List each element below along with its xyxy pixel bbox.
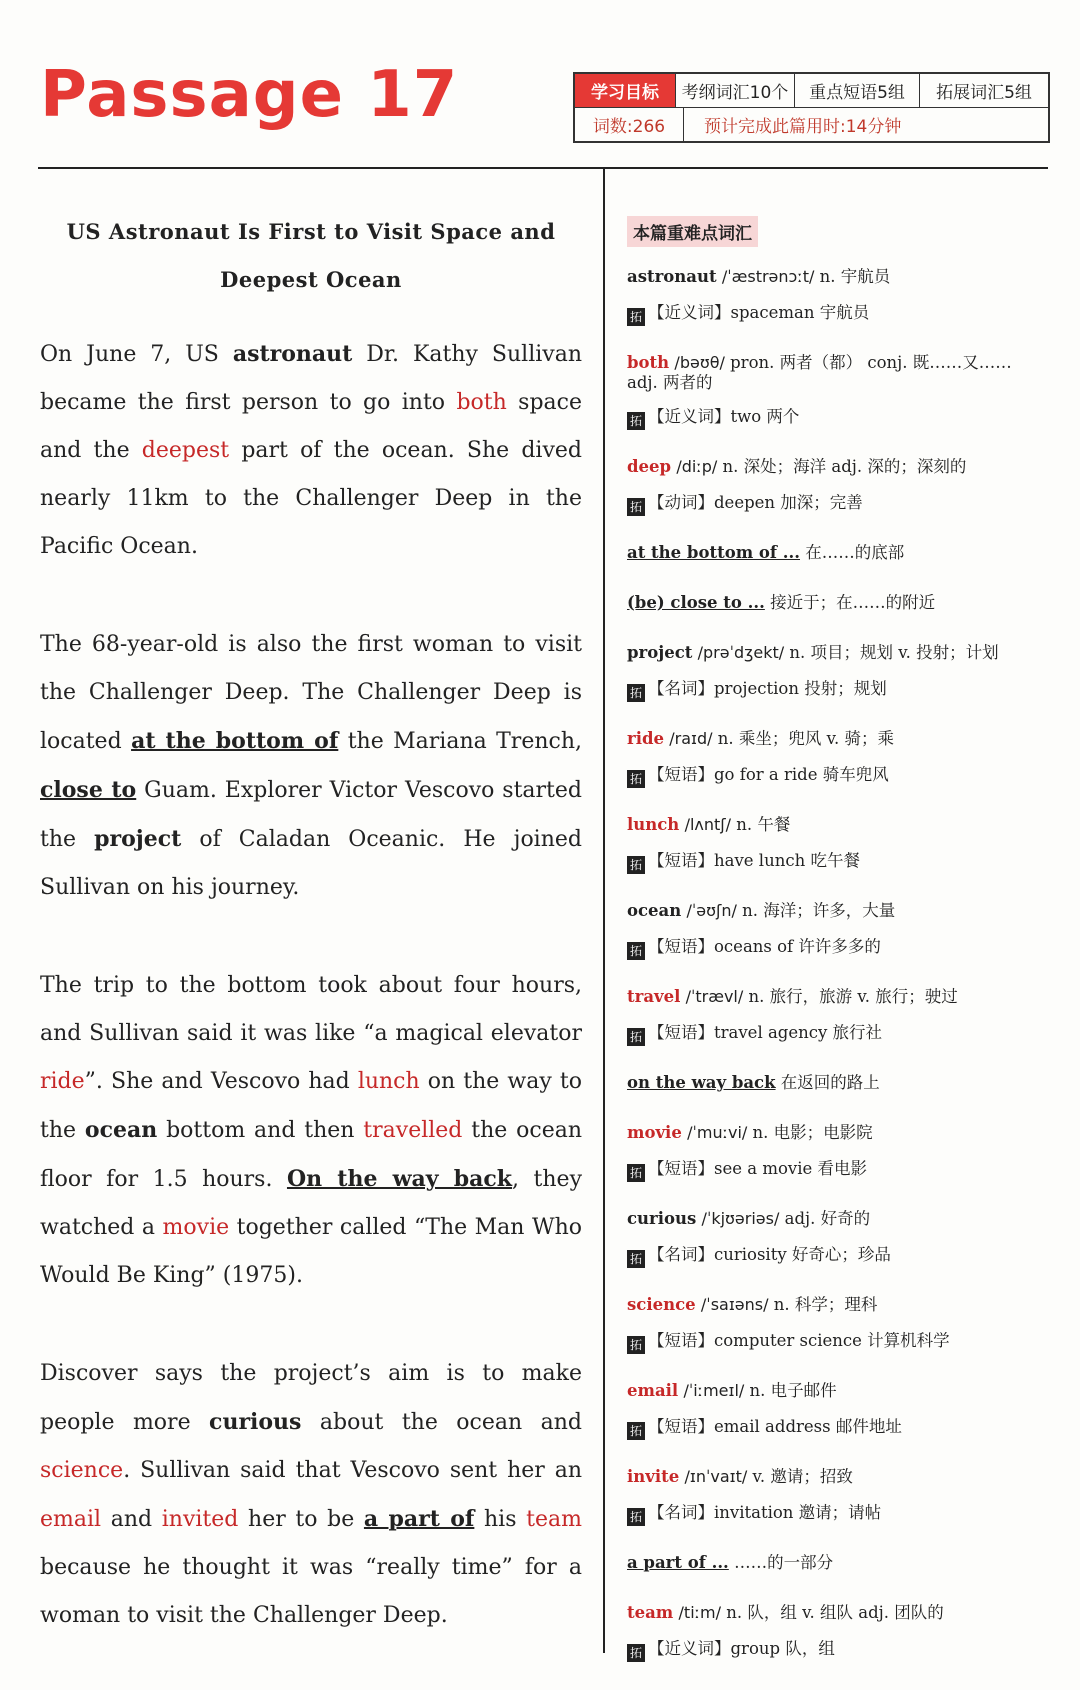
extension-text: 【名词】invitation 邀请；请帖	[648, 1503, 882, 1522]
vocab-headword-line	[627, 1115, 1057, 1151]
vocab-entry	[627, 449, 1057, 521]
keyword: science	[40, 1458, 124, 1483]
extension-tag-icon: 拓	[627, 1422, 645, 1440]
text-run: ”. She and Vescovo had	[84, 1069, 358, 1094]
extension-tag-icon: 拓	[627, 1164, 645, 1182]
definition: n. 乘坐；兜风 v. 骑；乘	[717, 729, 894, 748]
vocab-entry	[627, 635, 1057, 707]
vocab-headword-line	[627, 1459, 1057, 1495]
phonetic: /ɪnˈvaɪt/	[684, 1467, 748, 1486]
vocab-extension	[627, 1495, 1057, 1531]
extension-text: 【动词】deepen 加深；完善	[648, 493, 863, 512]
learning-goals-table	[573, 72, 1050, 143]
article-paragraph	[40, 621, 582, 912]
vocab-extension	[627, 671, 1057, 707]
article-headline: US Astronaut Is First to Visit Space and Deepest Ocean	[66, 219, 556, 292]
phonetic: /diːp/	[676, 457, 718, 476]
vocab-headword-line	[627, 535, 1057, 571]
vocab-entry	[627, 585, 1057, 621]
vocab-headword-line	[627, 1201, 1057, 1237]
keyword: a part of	[363, 1506, 475, 1532]
definition: 在返回的路上	[780, 1073, 880, 1092]
keyword: invited	[161, 1507, 239, 1532]
vocab-entry	[627, 345, 1057, 435]
text-run: Guam. Explorer Victor Vescovo started the	[40, 778, 582, 852]
vocab-headword-line	[627, 449, 1057, 485]
keyword: ocean	[84, 1117, 158, 1143]
vocab-entry	[627, 1115, 1057, 1187]
vocab-headword-line	[627, 1065, 1057, 1101]
vocab-word: movie	[627, 1123, 682, 1142]
definition: n. 队，组 v. 组队 adj. 团队的	[726, 1603, 944, 1622]
phonetic: /lʌntʃ/	[684, 815, 732, 834]
keyword: team	[526, 1507, 583, 1532]
text-run: the Mariana Trench,	[338, 729, 582, 754]
text-run: bottom and then	[157, 1118, 364, 1143]
text-run: and	[101, 1507, 162, 1532]
vocab-word: invite	[627, 1467, 680, 1486]
vocab-headword-line	[627, 635, 1057, 671]
extension-text: 【短语】see a movie 看电影	[648, 1159, 868, 1178]
vocab-extension	[627, 1323, 1057, 1359]
vocab-word: science	[627, 1295, 696, 1314]
phonetic: /bəʊθ/	[674, 353, 725, 372]
definition: n. 海洋；许多，大量	[742, 901, 896, 920]
extension-text: 【近义词】spaceman 宇航员	[648, 303, 870, 322]
definition: 在……的底部	[805, 543, 905, 562]
extension-tag-icon: 拓	[627, 1644, 645, 1662]
extension-tag-icon: 拓	[627, 1250, 645, 1268]
extension-tag-icon: 拓	[627, 308, 645, 326]
text-run: his	[474, 1507, 527, 1532]
vocab-word: lunch	[627, 815, 680, 834]
definition: ……的一部分	[734, 1553, 834, 1572]
extension-tag-icon: 拓	[627, 856, 645, 874]
vocab-entry	[627, 979, 1057, 1051]
vocab-entry	[627, 893, 1057, 965]
phonetic: /ˈæstrənɔːt/	[721, 267, 815, 286]
text-run: on the way to the	[40, 1069, 582, 1143]
goal-vocab: 考纲词汇10个	[676, 74, 795, 107]
vocab-headword-line	[627, 721, 1057, 757]
vocab-word: curious	[627, 1209, 697, 1228]
extension-text: 【短语】go for a ride 骑车兜风	[648, 765, 889, 784]
vocab-word: team	[627, 1603, 674, 1622]
phonetic: /raɪd/	[669, 729, 713, 748]
passage-title: Passage 17	[40, 58, 459, 132]
text-run: because he thought it was “really time” for a woman to visit the Challenger Deep.	[40, 1555, 582, 1628]
keyword: project	[94, 826, 182, 852]
text-run: the ocean floor for 1.5 hours.	[40, 1118, 583, 1192]
definition: n. 电影；电影院	[752, 1123, 873, 1142]
vocab-extension	[627, 1409, 1057, 1445]
vocab-entry	[627, 1595, 1057, 1667]
keyword: astronaut	[232, 341, 353, 367]
goal-phrases: 重点短语5组	[795, 74, 920, 107]
phonetic: /ˈmuːvi/	[687, 1123, 748, 1142]
extension-tag-icon: 拓	[627, 412, 645, 430]
definition: n. 午餐	[736, 815, 791, 834]
vocab-entry	[627, 1545, 1057, 1581]
phonetic: /ˈtrævl/	[685, 987, 744, 1006]
definition: pron. 两者（都） conj. 既……又……	[730, 353, 1012, 372]
vocab-extension	[627, 757, 1057, 793]
vocab-word: both	[627, 353, 670, 372]
vocab-extension	[627, 399, 1057, 435]
extension-tag-icon: 拓	[627, 942, 645, 960]
text-run: Dr. Kathy Sullivan became the first person to go into	[40, 342, 582, 415]
keyword: travelled	[363, 1118, 463, 1143]
extension-text: 【名词】projection 投射；规划	[648, 679, 887, 698]
vocab-extension	[627, 1015, 1057, 1051]
text-run: together called “The Man Who Would Be King” (1975).	[40, 1215, 582, 1288]
text-run: part of the ocean. She dived nearly 11km to the Challenger Deep in the Pacific Ocean.	[40, 438, 582, 559]
vocab-extension	[627, 1237, 1057, 1273]
vocab-entry	[627, 535, 1057, 571]
vocab-headword-line	[627, 979, 1057, 1015]
goal-label: 学习目标	[575, 74, 676, 107]
phonetic: /tiːm/	[678, 1603, 722, 1622]
vocab-panel	[627, 216, 1057, 1681]
text-run: The trip to the bottom took about four hours, and Sullivan said it was like “a magical elevator	[40, 973, 582, 1046]
extension-text: 【近义词】two 两个	[648, 407, 800, 426]
vocab-extension	[627, 929, 1057, 965]
vocab-headword-line	[627, 585, 1057, 621]
extension-text: 【近义词】group 队，组	[648, 1639, 835, 1658]
extension-text: 【名词】curiosity 好奇心；珍品	[648, 1245, 891, 1264]
text-run: . Sullivan said that Vescovo sent her an	[123, 1458, 582, 1483]
text-run: space and the	[40, 390, 582, 463]
definition: adj. 好奇的	[784, 1209, 871, 1228]
extension-text: 【短语】email address 邮件地址	[648, 1417, 902, 1436]
vocab-headword-line	[627, 1595, 1057, 1631]
text-run: On June 7, US	[40, 342, 233, 367]
definition: 接近于；在……的附近	[770, 593, 936, 612]
extension-tag-icon: 拓	[627, 498, 645, 516]
extension-text: 【短语】computer science 计算机科学	[648, 1331, 950, 1350]
extension-tag-icon: 拓	[627, 770, 645, 788]
word-count: 词数:266	[575, 108, 684, 141]
keyword: both	[456, 390, 507, 415]
vocab-entry	[627, 1287, 1057, 1359]
vocab-entry	[627, 1373, 1057, 1445]
vocab-word: email	[627, 1381, 679, 1400]
text-run: Discover says the project’s aim is to make people more	[40, 1361, 582, 1435]
text-run: her to be	[238, 1507, 364, 1532]
article-paragraph	[40, 1350, 582, 1640]
vocab-word: at the bottom of ...	[627, 543, 800, 562]
text-run: , they watched a	[40, 1167, 582, 1240]
text-run: The 68-year-old is also the first woman to visit the Challenger Deep. The Challenger Deep is located	[40, 632, 582, 754]
vocab-word: astronaut	[627, 267, 717, 286]
keyword: lunch	[357, 1069, 420, 1094]
vocab-entry	[627, 1201, 1057, 1273]
estimated-time: 预计完成此篇用时:14分钟	[704, 117, 902, 137]
extension-tag-icon: 拓	[627, 1336, 645, 1354]
vocab-word: (be) close to ...	[627, 593, 765, 612]
keyword: On the way back	[286, 1166, 513, 1192]
article-paragraph	[40, 330, 582, 571]
vocab-word: a part of ...	[627, 1553, 729, 1572]
vocab-headword-line	[627, 1545, 1057, 1581]
text-run: about the ocean and	[301, 1410, 582, 1435]
goal-extended: 拓展词汇5组	[936, 83, 1032, 103]
definition: n. 项目；规划 v. 投射；计划	[789, 643, 999, 662]
definition: n. 宇航员	[819, 267, 891, 286]
extension-text: 【短语】have lunch 吃午餐	[648, 851, 860, 870]
text-run: of Caladan Oceanic. He joined Sullivan on his journey.	[40, 827, 582, 900]
keyword: at the bottom of	[131, 728, 339, 754]
keyword: close to	[40, 777, 137, 803]
vocab-headword-line	[627, 259, 1057, 295]
vocab-headword-line	[627, 1373, 1057, 1409]
vocab-headword-line	[627, 893, 1057, 929]
definition: n. 旅行，旅游 v. 旅行；驶过	[748, 987, 958, 1006]
extension-text: 【短语】oceans of 许许多多的	[648, 937, 881, 956]
keyword: curious	[209, 1409, 302, 1435]
vocab-entry	[627, 1065, 1057, 1101]
keyword: email	[40, 1507, 102, 1532]
vocab-headword-line	[627, 807, 1057, 843]
phonetic: /ˈkjʊəriəs/	[701, 1209, 780, 1228]
vocab-heading: 本篇重难点词汇	[627, 216, 758, 247]
vocab-extension	[627, 1151, 1057, 1187]
definition: v. 邀请；招致	[752, 1467, 853, 1486]
vocab-extension	[627, 1631, 1057, 1667]
phonetic: /ˈəʊʃn/	[686, 901, 737, 920]
definition: n. 电子邮件	[749, 1381, 837, 1400]
extension-tag-icon: 拓	[627, 1028, 645, 1046]
header-divider	[38, 167, 1048, 169]
phonetic: /ˈsaɪəns/	[700, 1295, 769, 1314]
extension-tag-icon: 拓	[627, 1508, 645, 1526]
vocab-word: deep	[627, 457, 672, 476]
article	[40, 208, 582, 1690]
vocab-headword-line	[627, 1287, 1057, 1323]
vocab-extension	[627, 485, 1057, 521]
keyword: movie	[162, 1215, 230, 1240]
vocab-extension	[627, 843, 1057, 879]
vocab-entry	[627, 1459, 1057, 1531]
vocab-entry	[627, 259, 1057, 331]
extension-text: 【短语】travel agency 旅行社	[648, 1023, 883, 1042]
column-divider	[603, 168, 605, 1653]
vocab-entry	[627, 807, 1057, 879]
vocab-extension	[627, 295, 1057, 331]
keyword: deepest	[141, 438, 230, 463]
vocab-word: on the way back	[627, 1073, 776, 1092]
definition-cont: adj. 两者的	[627, 373, 713, 392]
vocab-word: ride	[627, 729, 664, 748]
extension-tag-icon: 拓	[627, 684, 645, 702]
keyword: ride	[40, 1069, 85, 1094]
phonetic: /prəˈdʒekt/	[697, 643, 785, 662]
definition: n. 深处；海洋 adj. 深的；深刻的	[722, 457, 967, 476]
vocab-word: project	[627, 643, 693, 662]
vocab-entry	[627, 721, 1057, 793]
article-paragraph	[40, 962, 582, 1300]
vocab-word: travel	[627, 987, 681, 1006]
definition: n. 科学；理科	[773, 1295, 878, 1314]
phonetic: /ˈiːmeɪl/	[683, 1381, 745, 1400]
vocab-word: ocean	[627, 901, 682, 920]
